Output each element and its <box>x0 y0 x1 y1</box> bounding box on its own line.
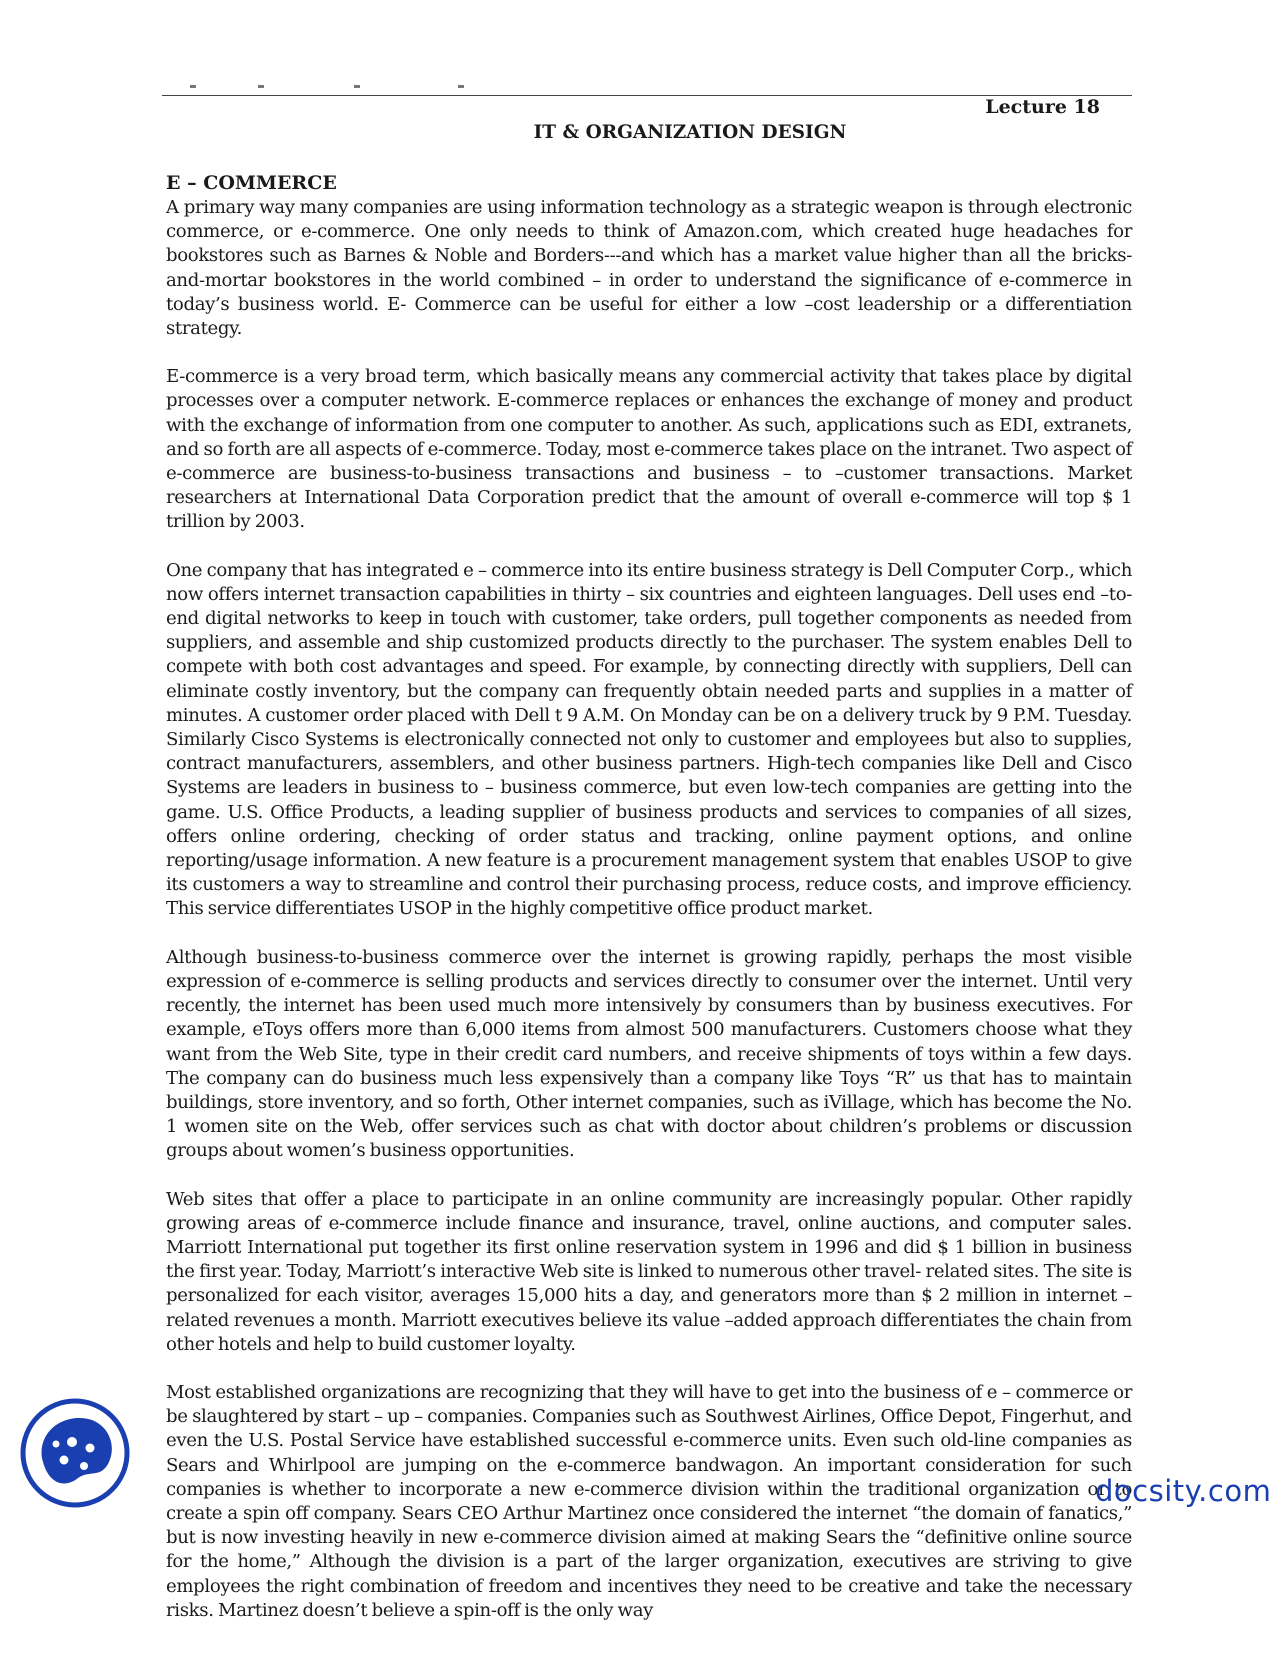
paragraph-6: Most established organizations are recognizing that they will have to get into the business of e – commerce or be slaughtered by start – up – companies. Companies such as Southwest Airlines, Office Depot, Fingerhut, and even the U.S. Postal Service have established successful e-commerce units. Even such old-line companies as Sears and Whirlpool are jumping on the e-commerce bandwagon. An important consideration for such companies is whether to incorporate a new e-commerce division within the traditional organization or to create a spin off company. Sears CEO Arthur Martinez once considered the internet “the domain of fanatics,” but is now investing heavily in new e-commerce division aimed at making Sears the “definitive online source for the home,” Although the division is a part of the larger organization, executives are striving to give employees the right combination of freedom and incentives they need to be creative and take the necessary risks. Martinez doesn’t believe a spin-off is the only way <box>166 1381 1132 1621</box>
section-heading: E – COMMERCE <box>166 172 337 194</box>
paragraph-2: E-commerce is a very broad term, which basically means any commercial activity that takes place by digital processes over a computer network. E-commerce replaces or enhances the exchange of money and product with the exchange of information from one computer to another. As such, applications such as EDI, extranets, and so forth are all aspects of e-commerce. Today, most e-commerce takes place on the intranet. Two aspect of e-commerce are business-to-business transactions and business – to –customer transactions. Market researchers at International Data Corporation predict that the amount of overall e-commerce will top $ 1 trillion by 2003. <box>166 366 1132 533</box>
paragraph-1: A primary way many companies are using information technology as a strategic weapon is through electronic commerce, or e-commerce. One only needs to think of Amazon.com, which created huge headaches for bookstores such as Barnes & Noble and Borders---and which has a market value higher than all the bricks-and-mortar bookstores in the world combined – in order to understand the significance of e-commerce in today’s business world. E- Commerce can be useful for either a low –cost leadership or a differentiation strategy. <box>166 197 1132 340</box>
lecture-label: Lecture 18 <box>985 96 1100 118</box>
header-fragments <box>190 85 490 93</box>
docsity-logo-icon[interactable] <box>20 1398 130 1508</box>
paragraph-5: Web sites that offer a place to participate in an online community are increasingly popular. Other rapidly growing areas of e-commerce include finance and insurance, travel, online auctions, and computer sales. Marriott International put together its first online reservation system in 1996 and did $ 1 billion in business the first year. Today, Marriott’s interactive Web site is linked to numerous other travel- related sites. The site is personalized for each visitor, averages 15,000 hits a day, and generators more than $ 2 million in internet –related revenues a month. Marriott executives believe its value –added approach differentiates the chain from other hotels and help to build customer loyalty. <box>166 1188 1132 1355</box>
docsity-watermark[interactable]: docsity.com <box>1095 1474 1272 1508</box>
paragraph-4: Although business-to-business commerce over the internet is growing rapidly, perhaps the most visible expression of e-commerce is selling products and services directly to consumer over the internet. Until very recently, the internet has been used much more intensively by consumers than by business executives. For example, eToys offers more than 6,000 items from almost 500 manufacturers. Customers choose what they want from the Web Site, type in their credit card numbers, and receive shipments of toys within a few days. The company can do business much less expensively than a company like Toys “R” us that has to maintain buildings, store inventory, and so forth, Other internet companies, such as iVillage, which has become the No. 1 women site on the Web, offer services such as chat with doctor about children’s problems or discussion groups about women’s business opportunities. <box>166 946 1132 1162</box>
document-body <box>166 170 1132 1623</box>
paragraph-3: One company that has integrated e – commerce into its entire business strategy is Dell Computer Corp., which now offers internet transaction capabilities in thirty – six countries and eighteen languages. Dell uses end –to-end digital networks to keep in touch with customer, take orders, pull together components as needed from suppliers, and assemble and ship customized products directly to the purchaser. The system enables Dell to compete with both cost advantages and speed. For example, by connecting directly with suppliers, Dell can eliminate costly inventory, but the company can frequently obtain needed parts and supplies in a matter of minutes. A customer order placed with Dell t 9 A.M. On Monday can be on a delivery truck by 9 P.M. Tuesday. Similarly Cisco Systems is electronically connected not only to customer and employees but also to supplies, contract manufacturers, assemblers, and other business partners. High-tech companies like Dell and Cisco Systems are leaders in business to – business commerce, but even low-tech companies are getting into the game. U.S. Office Products, a leading supplier of business products and services to companies of all sizes, offers online ordering, checking of order status and tracking, online payment options, and online reporting/usage information. A new feature is a procurement management system that enables USOP to give its customers a way to streamline and control their purchasing process, reduce costs, and improve efficiency. This service differentiates USOP in the highly competitive office product market. <box>166 559 1132 920</box>
page-title: IT & ORGANIZATION DESIGN <box>533 122 847 143</box>
